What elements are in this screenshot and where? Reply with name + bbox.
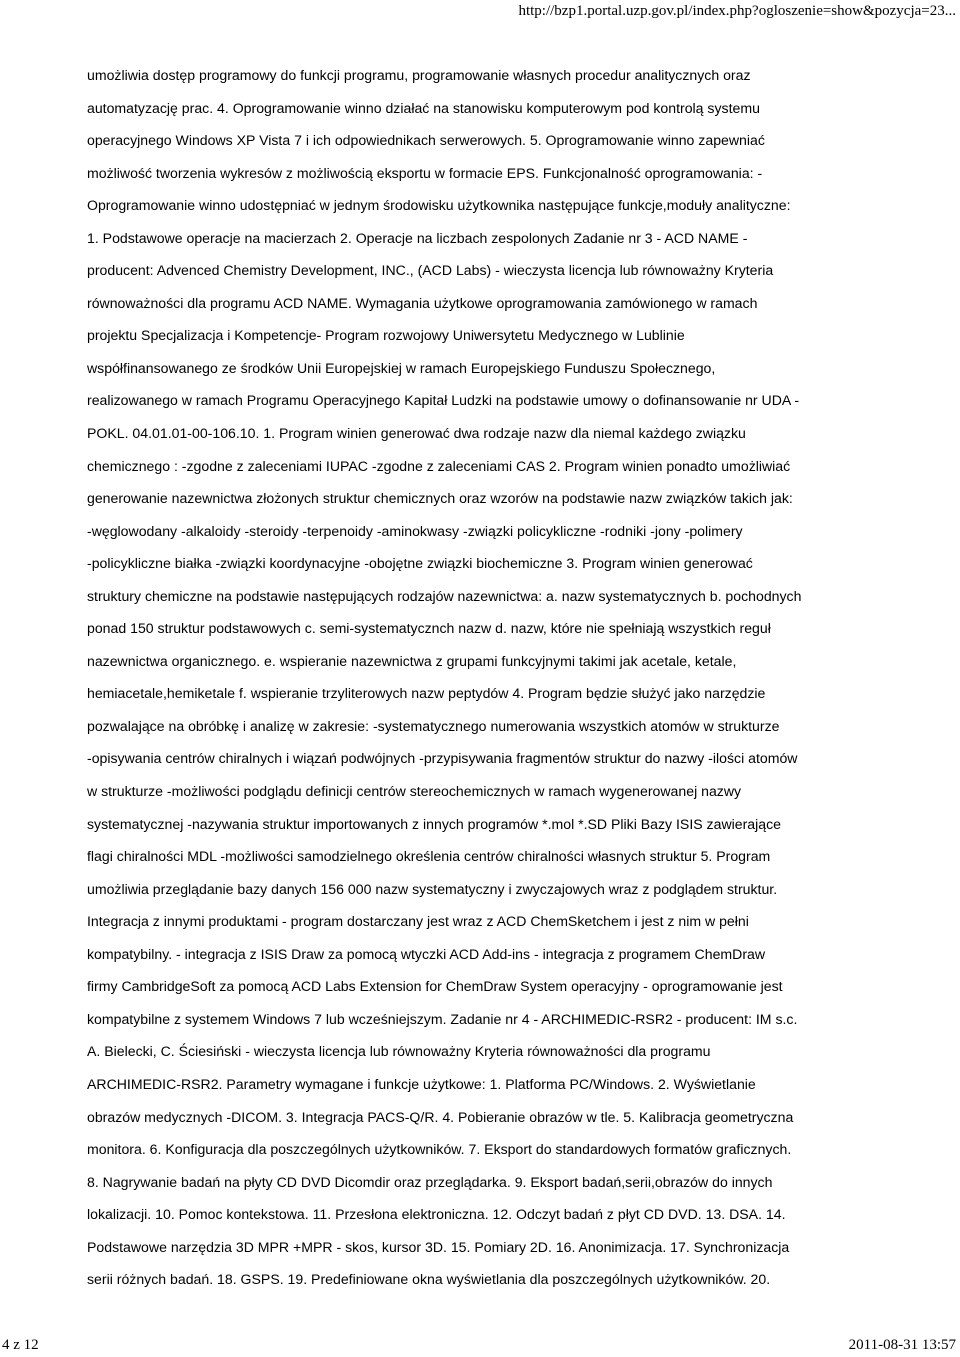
- print-datetime-footer: 2011-08-31 13:57: [848, 1337, 956, 1353]
- text-line: operacyjnego Windows XP Vista 7 i ich odpowiednikach serwerowych. 5. Oprogramowanie winno zapewniać: [87, 132, 765, 149]
- text-line: -policykliczne białka -związki koordynacyjne -obojętne związki biochemiczne 3. Program winien generować: [87, 555, 753, 572]
- text-line: lokalizacji. 10. Pomoc kontekstowa. 11. Przesłona elektroniczna. 12. Odczyt badań z płyt CD DVD. 13. DSA. 14.: [87, 1206, 786, 1223]
- text-line: współfinansowanego ze środków Unii Europejskiej w ramach Europejskiego Funduszu Społecznego,: [87, 359, 716, 376]
- text-line: w strukturze -możliwości podglądu definicji centrów stereochemicznych w ramach wygenerowanej nazwy: [87, 783, 742, 800]
- text-line: kompatybilne z systemem Windows 7 lub wcześniejszym. Zadanie nr 4 - ARCHIMEDIC-RSR2 - producent: IM s.c.: [87, 1010, 798, 1027]
- text-line: 1. Podstawowe operacje na macierzach 2. Operacje na liczbach zespolonych Zadanie nr 3 - ACD NAME -: [87, 229, 748, 246]
- text-line: systematycznej -nazywania struktur importowanych z innych programów *.mol *.SD Pliki Bazy ISIS zawierające: [87, 815, 781, 832]
- text-line: umożliwia przeglądanie bazy danych 156 000 nazw systematyczny i zwyczajowych wraz z podglądem struktur.: [87, 880, 778, 897]
- text-line: umożliwia dostęp programowy do funkcji programu, programowanie własnych procedur analitycznych oraz: [87, 67, 751, 83]
- text-line: 8. Nagrywanie badań na płyty CD DVD Dicomdir oraz przeglądarka. 9. Eksport badań,serii,obrazów do innych: [87, 1173, 773, 1190]
- text-line: Integracja z innymi produktami - program dostarczany jest wraz z ACD ChemSketchem i jest z nim w pełni: [87, 913, 749, 930]
- text-line: Podstawowe narzędzia 3D MPR +MPR - skos, kursor 3D. 15. Pomiary 2D. 16. Anonimizacja. 17. Synchronizacja: [87, 1238, 790, 1255]
- page-url-header: http://bzp1.portal.uzp.gov.pl/index.php?ogloszenie=show&pozycja=23...: [518, 3, 956, 19]
- page-number-footer: 4 z 12: [2, 1337, 39, 1353]
- text-line: chemicznego : -zgodne z zaleceniami IUPAC -zgodne z zaleceniami CAS 2. Program winien ponadto umożliwiać: [87, 457, 791, 474]
- text-line: -węglowodany -alkaloidy -steroidy -terpenoidy -aminokwasy -związki policykliczne -rodniki -jony -polimery: [87, 522, 743, 539]
- text-line: ponad 150 struktur podstawowych c. semi-systematycznch nazw d. nazw, które nie spełniają wszystkich reguł: [87, 620, 771, 637]
- text-line: pozwalające na obróbkę i analizę w zakresie: -systematycznego numerowania wszystkich atomów w strukturze: [87, 717, 780, 734]
- document-body: [87, 59, 907, 1296]
- text-line: ARCHIMEDIC-RSR2. Parametry wymagane i funkcje użytkowe: 1. Platforma PC/Windows. 2. Wyświetlanie: [87, 1075, 756, 1092]
- text-line: firmy CambridgeSoft za pomocą ACD Labs Extension for ChemDraw System operacyjny - oprogramowanie jest: [87, 978, 783, 995]
- text-line: projektu Specjalizacja i Kompetencje- Program rozwojowy Uniwersytetu Medycznego w Lublinie: [87, 327, 685, 344]
- text-line: struktury chemiczne na podstawie następujących rodzajów nazewnictwa: a. nazw systematycznych b. pochodnych: [87, 587, 802, 604]
- text-line: POKL. 04.01.01-00-106.10. 1. Program winien generować dwa rodzaje nazw dla niemal każdego związku: [87, 425, 746, 442]
- text-line: nazewnictwa organicznego. e. wspieranie nazewnictwa z grupami funkcyjnymi takimi jak acetale, ketale,: [87, 652, 737, 669]
- text-line: -opisywania centrów chiralnych i wiązań podwójnych -przypisywania fragmentów struktur do nazwy -ilości atomów: [87, 750, 798, 767]
- text-line: flagi chiralności MDL -możliwości samodzielnego określenia centrów chiralności własnych struktur 5. Program: [87, 848, 771, 865]
- text-line: realizowanego w ramach Programu Operacyjnego Kapitał Ludzki na podstawie umowy o dofinansowanie nr UDA -: [87, 392, 800, 409]
- text-line: możliwość tworzenia wykresów z możliwością eksportu w formacie EPS. Funkcjonalność oprogramowania: -: [87, 164, 763, 181]
- text-line: producent: Advenced Chemistry Development, INC., (ACD Labs) - wieczysta licencja lub równoważny Kryteria: [87, 262, 774, 279]
- text-line: hemiacetale,hemiketale f. wspieranie trzyliterowych nazw peptydów 4. Program będzie służyć jako narzędzie: [87, 685, 766, 702]
- text-line: monitora. 6. Konfiguracja dla poszczególnych użytkowników. 7. Eksport do standardowych formatów graficznych.: [87, 1141, 792, 1158]
- text-line: obrazów medycznych -DICOM. 3. Integracja PACS-Q/R. 4. Pobieranie obrazów w tle. 5. Kalibracja geometryczna: [87, 1108, 794, 1125]
- text-line: A. Bielecki, C. Ściesiński - wieczysta licencja lub równoważny Kryteria równoważności dla programu: [87, 1043, 711, 1060]
- text-line: automatyzację prac. 4. Oprogramowanie winno działać na stanowisku komputerowym pod kontrolą systemu: [87, 99, 760, 116]
- text-line: równoważności dla programu ACD NAME. Wymagania użytkowe oprogramowania zamówionego w ramach: [87, 294, 758, 311]
- text-line: kompatybilny. - integracja z ISIS Draw za pomocą wtyczki ACD Add-ins - integracja z programem ChemDraw: [87, 945, 766, 962]
- text-line: Oprogramowanie winno udostępniać w jednym środowisku użytkownika następujące funkcje,moduły analityczne:: [87, 197, 791, 214]
- text-line: serii różnych badań. 18. GSPS. 19. Predefiniowane okna wyświetlania dla poszczególnych użytkowników. 20.: [87, 1271, 771, 1288]
- text-line: generowanie nazewnictwa złożonych struktur chemicznych oraz wzorów na podstawie nazw związków takich jak:: [87, 490, 793, 507]
